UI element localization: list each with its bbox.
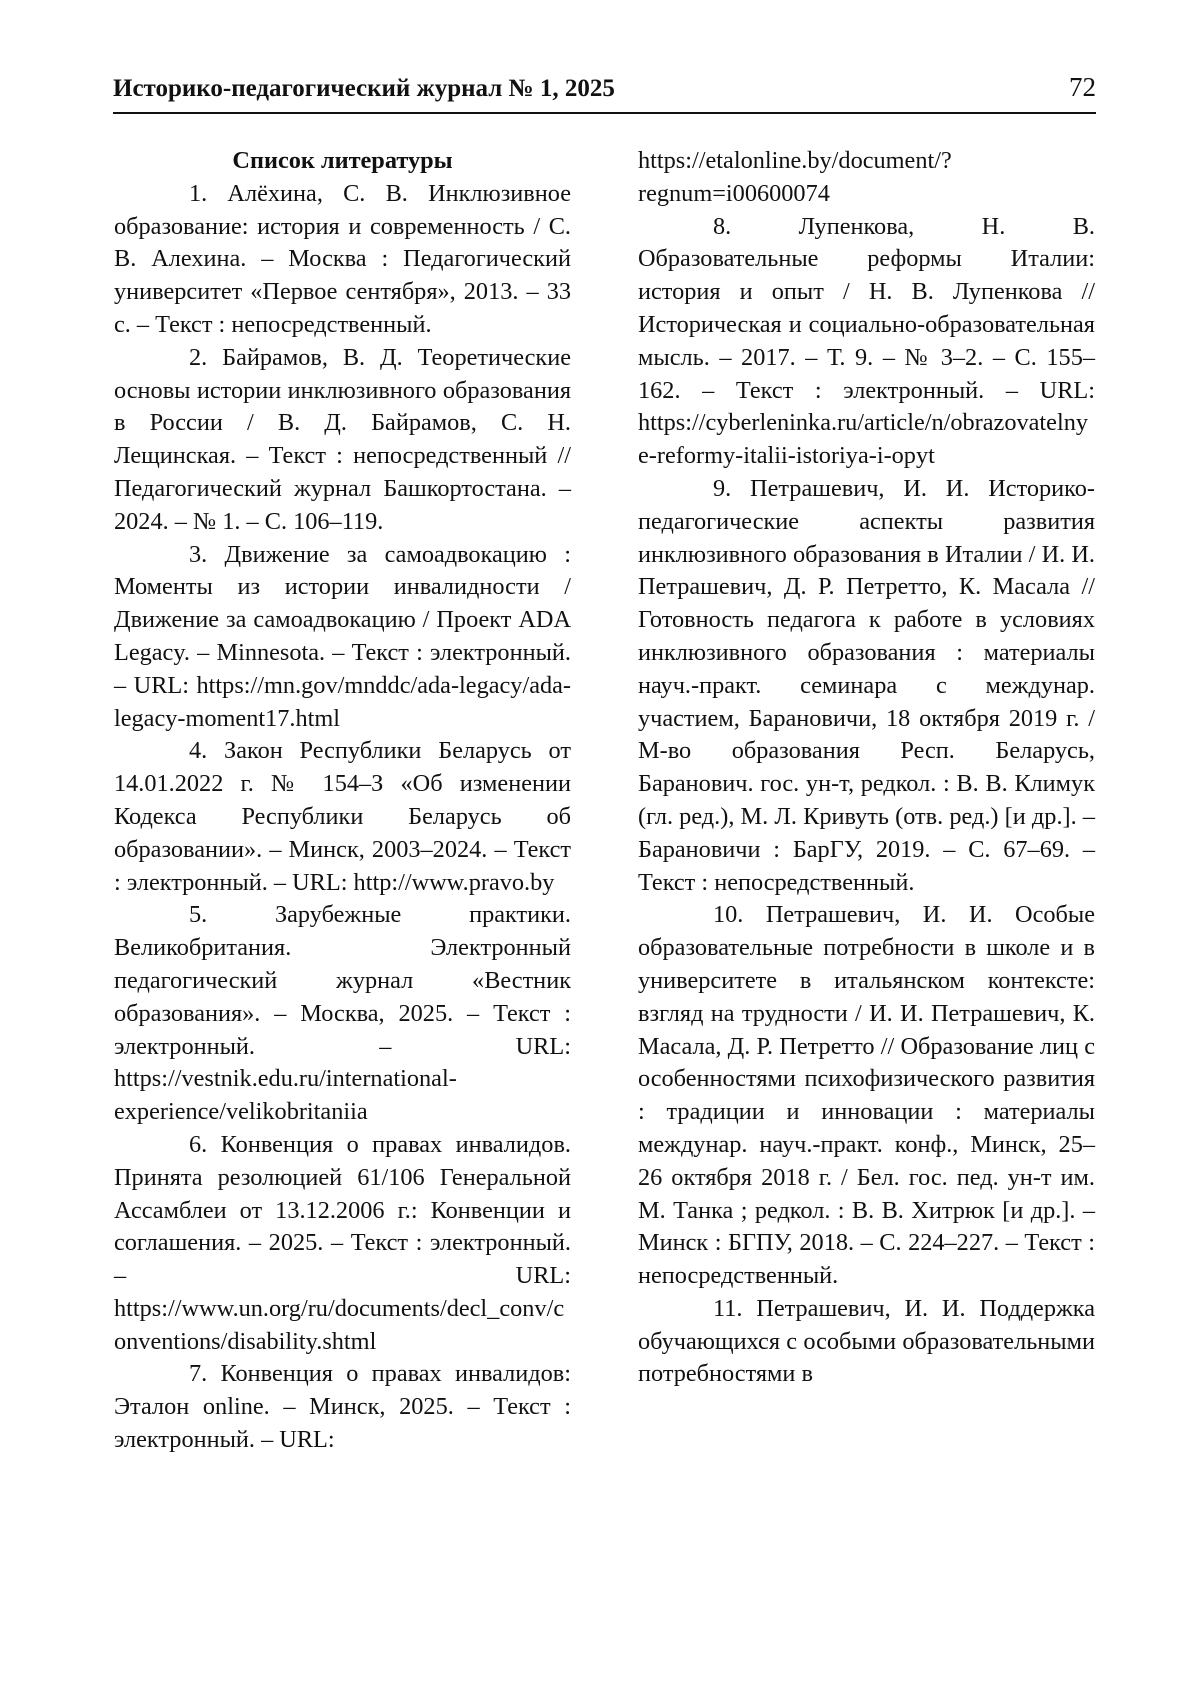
reference-item-10: 10. Петрашевич, И. И. Особые образовательные потребности в школе и в университете в итальянском контексте: взгляд на трудности / И. И. Петрашевич, К. Масала, Д. Р. Петретто // Образование лиц с особенностями психофизического развития : традиции и инновации : материалы междунар. науч.-практ. конф., Минск, 25–26 октября 2018 г. / Бел. гос. пед. ун-т им. М. Танка ; редкол. : В. В. Хитрюк [и др.]. – Минск : БГПУ, 2018. – С. 224–227. – Текст : непосредственный. [638,901,1095,1290]
reference-item-4: 4. Закон Республики Беларусь от 14.01.2022 г. № 154–З «Об изменении Кодекса Республики Беларусь об образовании». – Минск, 2003–2024. – Текст : электронный. – URL: http://www.pravo.by [114,737,571,896]
page-number: 72 [1069,72,1096,102]
reference-item-9: 9. Петрашевич, И. И. Историко-педагогические аспекты развития инклюзивного образования в Италии / И. И. Петрашевич, Д. Р. Петретто, К. Масала // Готовность педагога к работе в условиях инклюзивного образования : материалы науч.-практ. семинара с междунар. участием, Барановичи, 18 октября 2019 г. / М-во образования Респ. Беларусь, Баранович. гос. ун-т, редкол. : В. В. Климук (гл. ред.), М. Л. Кривуть (отв. ред.) [и др.]. – Барановичи : БарГУ, 2019. – С. 67–69. – Текст : непосредственный. [638,474,1095,896]
left-column [114,145,571,1457]
reference-item-11: 11. Петрашевич, И. И. Поддержка обучающихся с особыми образовательными потребностями в [638,1294,1095,1388]
reference-item-7-url: https://etalonline.by/document/?regnum=i00600074 [638,147,952,207]
reference-item-2: 2. Байрамов, В. Д. Теоретические основы истории инклюзивного образования в России / В. Д. Байрамов, С. Н. Лещинская. – Текст : непосредственный // Педагогический журнал Башкортостана. – 2024. – № 1. – С. 106–119. [114,343,571,535]
reference-item-1: 1. Алёхина, С. В. Инклюзивное образование: история и современность / С. В. Алехина. – Москва : Педагогический университет «Первое сентября», 2013. – 33 с. – Текст : непосредственный. [114,179,571,338]
reference-item-6: 6. Конвенция о правах инвалидов. Принята резолюцией 61/106 Генеральной Ассамблеи от 13.12.2006 г.: Конвенции и соглашения. – 2025. – Текст : электронный. – URL: https://www.un.org/ru/documents/decl_conv/conventions/disability.shtml [114,1130,571,1355]
running-header [113,70,1096,114]
reference-item-3: 3. Движение за самоадвокацию : Моменты из истории инвалидности / Движение за самоадвокацию / Проект ADA Legacy. – Minnesota. – Текст : электронный. – URL: https://mn.gov/mnddc/ada-legacy/ada-legacy-moment17.html [114,540,571,732]
journal-title: Историко-педагогический журнал № 1, 2025 [113,75,615,102]
reference-item-5: 5. Зарубежные практики. Великобритания. Электронный педагогический журнал «Вестник образования». – Москва, 2025. – Текст : электронный. – URL: https://vestnik.edu.ru/international-experience/velikobritaniia [114,901,571,1126]
right-column [638,145,1095,1391]
reference-item-8: 8. Лупенкова, Н. В. Образовательные реформы Италии: история и опыт / Н. В. Лупенкова // Историческая и социально-образовательная мысль. – 2017. – Т. 9. – № 3–2. – С. 155–162. – Текст : электронный. – URL: https://cyberleninka.ru/article/n/obrazovatelnye-reformy-italii-istoriya-i-opyt [638,212,1095,470]
references-heading: Список литературы [232,147,453,174]
reference-item-7: 7. Конвенция о правах инвалидов: Эталон online. – Минск, 2025. – Текст : электронный. – URL: [114,1360,571,1454]
